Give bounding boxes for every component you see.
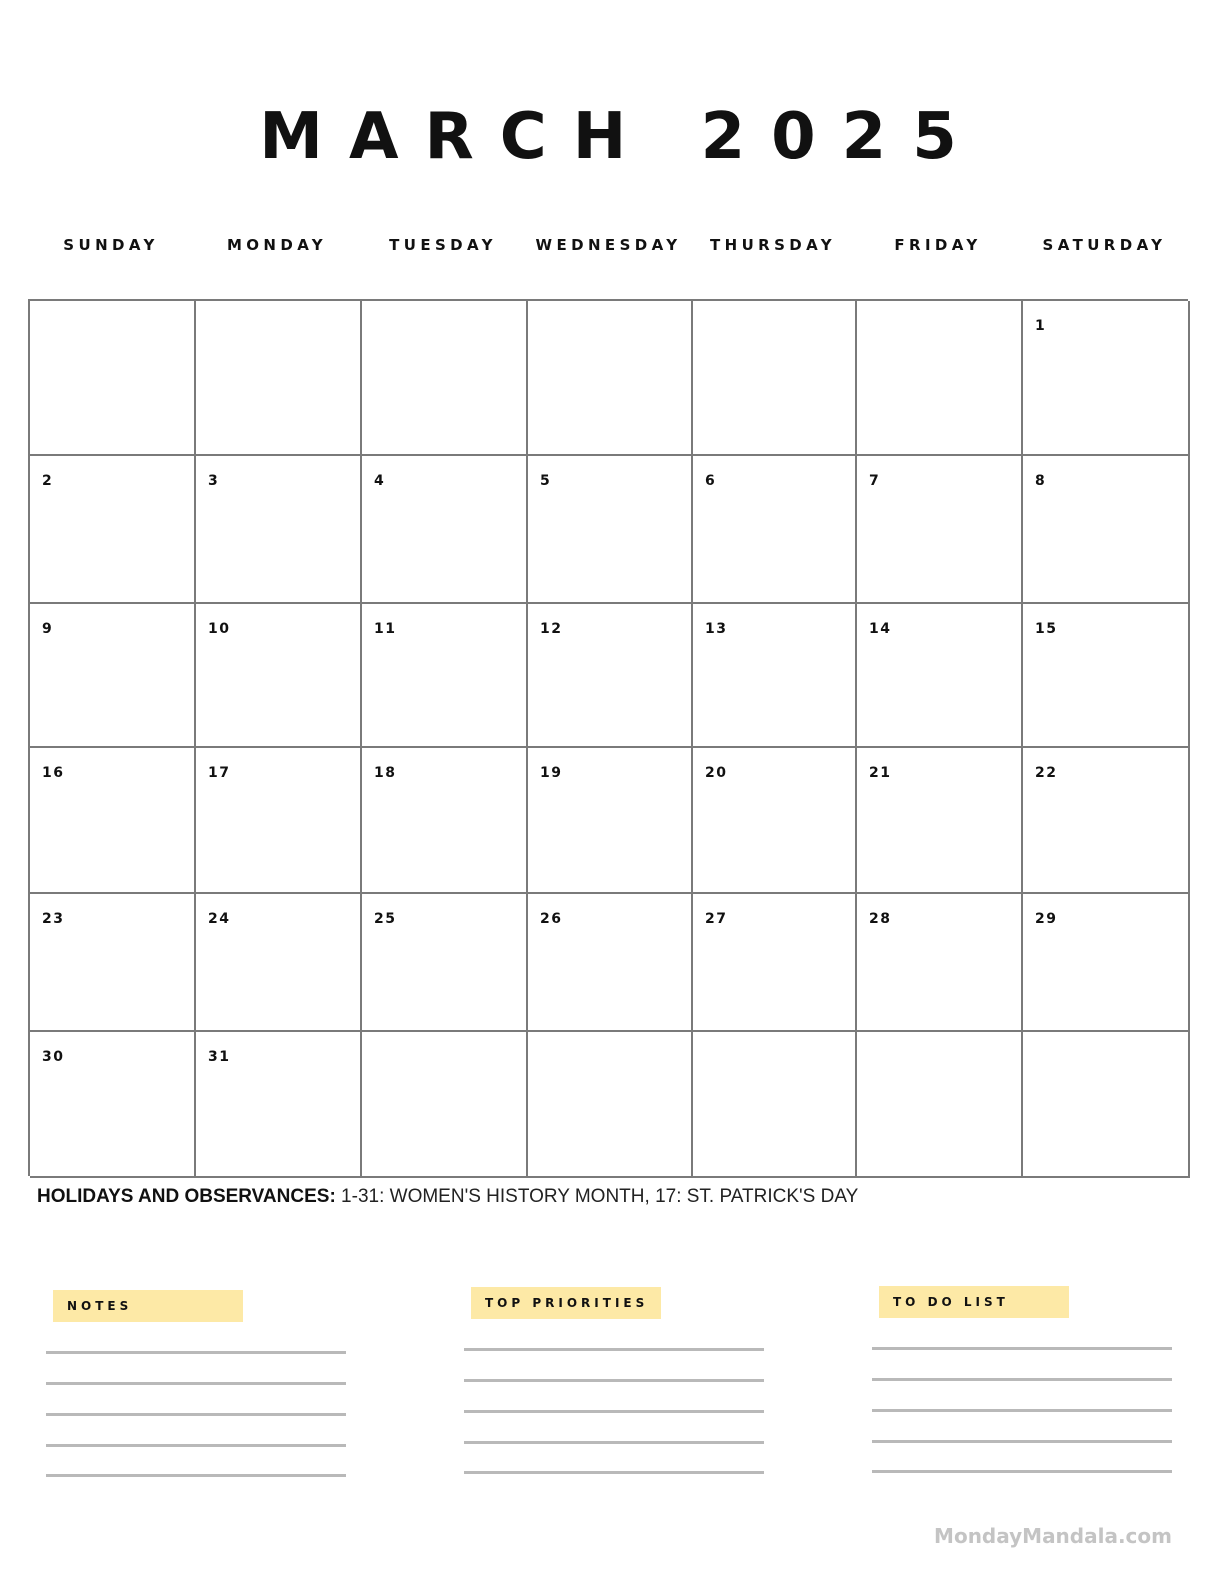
day-number: 29 (1035, 911, 1058, 927)
writing-line (872, 1347, 1172, 1350)
notes-section (46, 1290, 346, 1480)
day-number: 15 (1035, 621, 1058, 637)
day-cell (857, 301, 1023, 456)
day-cell (857, 604, 1023, 748)
writing-line (464, 1471, 764, 1474)
day-number: 14 (869, 621, 892, 637)
day-number: 20 (705, 765, 728, 781)
day-cell (528, 301, 693, 456)
calendar-grid (28, 299, 1188, 1176)
writing-line (464, 1441, 764, 1444)
day-cell (362, 894, 528, 1032)
day-number: 25 (374, 911, 397, 927)
calendar-title: MARCH 2025 (259, 100, 983, 174)
weekday-wednesday: WEDNESDAY (535, 236, 682, 254)
day-number: 4 (374, 473, 386, 489)
day-cell (30, 604, 196, 748)
day-cell (528, 1032, 693, 1178)
writing-line (872, 1409, 1172, 1412)
to-do-list-section (872, 1286, 1172, 1476)
day-number: 18 (374, 765, 397, 781)
day-cell (857, 894, 1023, 1032)
day-cell (528, 456, 693, 604)
weekday-thursday: THURSDAY (709, 236, 836, 254)
day-number: 27 (705, 911, 728, 927)
day-number: 8 (1035, 473, 1047, 489)
weekday-header-row (28, 234, 1188, 256)
to-do-list-heading: TO DO LIST (879, 1286, 1069, 1318)
top-priorities-heading: TOP PRIORITIES (471, 1287, 661, 1319)
writing-line (872, 1440, 1172, 1443)
day-cell (528, 604, 693, 748)
day-cell (196, 301, 362, 456)
weekday-monday: MONDAY (226, 236, 328, 254)
day-number: 24 (208, 911, 231, 927)
day-cell (362, 748, 528, 894)
writing-line (872, 1378, 1172, 1381)
day-cell (857, 456, 1023, 604)
weekday-sunday: SUNDAY (63, 236, 159, 254)
writing-line (464, 1348, 764, 1351)
day-cell (30, 301, 196, 456)
writing-line (464, 1379, 764, 1382)
day-number: 3 (208, 473, 220, 489)
writing-line (464, 1410, 764, 1413)
day-cell (196, 604, 362, 748)
day-cell (30, 748, 196, 894)
day-cell (857, 748, 1023, 894)
day-cell (196, 748, 362, 894)
day-cell (30, 894, 196, 1032)
day-number: 7 (869, 473, 881, 489)
day-number: 2 (42, 473, 54, 489)
day-cell (362, 301, 528, 456)
holidays-text: 1-31: WOMEN'S HISTORY MONTH, 17: ST. PATRICK'S DAY (335, 1186, 859, 1207)
day-cell (1023, 894, 1190, 1032)
day-number: 21 (869, 765, 892, 781)
day-number: 11 (374, 621, 397, 637)
day-cell (1023, 748, 1190, 894)
writing-line (46, 1382, 346, 1385)
day-number: 1 (1035, 318, 1047, 334)
day-cell (196, 456, 362, 604)
day-cell (196, 1032, 362, 1178)
footer-watermark: MondayMandala.com (934, 1524, 1172, 1548)
day-number: 5 (540, 473, 552, 489)
day-cell (1023, 301, 1190, 456)
day-number: 23 (42, 911, 65, 927)
day-number: 30 (42, 1049, 65, 1065)
day-number: 31 (208, 1049, 231, 1065)
day-cell (693, 301, 857, 456)
day-number: 17 (208, 765, 231, 781)
day-number: 22 (1035, 765, 1058, 781)
top-priorities-section (464, 1287, 764, 1477)
day-cell (362, 456, 528, 604)
day-cell (1023, 456, 1190, 604)
day-number: 12 (540, 621, 563, 637)
day-cell (693, 604, 857, 748)
notes-heading: NOTES (53, 1290, 243, 1322)
day-number: 26 (540, 911, 563, 927)
weekday-friday: FRIDAY (894, 236, 982, 254)
day-number: 10 (208, 621, 231, 637)
day-cell (693, 894, 857, 1032)
day-cell (693, 456, 857, 604)
day-number: 19 (540, 765, 563, 781)
day-cell (528, 748, 693, 894)
writing-line (46, 1474, 346, 1477)
day-cell (528, 894, 693, 1032)
weekday-tuesday: TUESDAY (389, 236, 497, 254)
day-number: 9 (42, 621, 54, 637)
day-cell (693, 1032, 857, 1178)
day-cell (362, 1032, 528, 1178)
writing-line (46, 1413, 346, 1416)
day-number: 28 (869, 911, 892, 927)
holidays-label: HOLIDAYS AND OBSERVANCES: (37, 1186, 336, 1207)
day-cell (693, 748, 857, 894)
writing-line (46, 1351, 346, 1354)
day-number: 16 (42, 765, 65, 781)
day-cell (857, 1032, 1023, 1178)
writing-line (872, 1470, 1172, 1473)
weekday-saturday: SATURDAY (1042, 236, 1167, 254)
day-number: 13 (705, 621, 728, 637)
day-cell (30, 1032, 196, 1178)
day-cell (362, 604, 528, 748)
writing-line (46, 1444, 346, 1447)
day-number: 6 (705, 473, 717, 489)
day-cell (1023, 1032, 1190, 1178)
day-cell (30, 456, 196, 604)
holidays-observances (37, 1185, 858, 1209)
day-cell (196, 894, 362, 1032)
day-cell (1023, 604, 1190, 748)
